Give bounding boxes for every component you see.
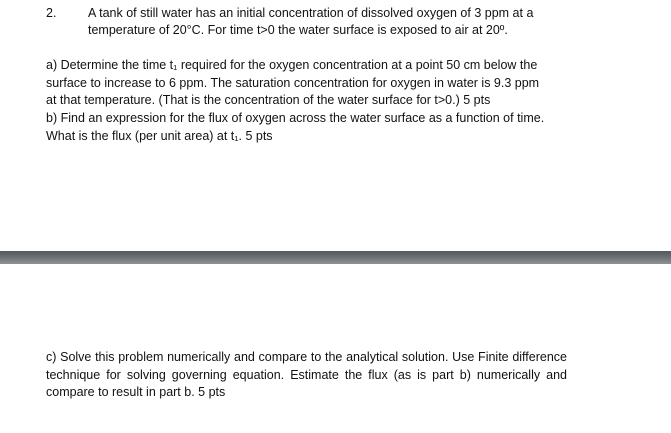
part-c-question	[46, 349, 567, 402]
part-a-line-1: a) Determine the time t₁ required for the oxygen concentration at a point 50 cm below the	[46, 58, 538, 72]
part-c-text: c) Solve this problem numerically and compare to the analytical solution. Use Finite difference technique for solving governing equation. Estimate the flux (as is part b) numerically and compare to result in part b. 5 pts	[46, 350, 567, 399]
problem-number: 2.	[46, 6, 57, 20]
part-b-question	[46, 110, 606, 145]
part-b-line-1: b) Find an expression for the flux of oxygen across the water surface as a function of time.	[46, 111, 545, 125]
part-b-line-2: What is the flux (per unit area) at t₁. 5 pts	[46, 128, 273, 143]
intro-line-2: temperature of 20°C. For time t>0 the water surface is exposed to air at 20º.	[88, 23, 508, 37]
intro-line-1: A tank of still water has an initial concentration of dissolved oxygen of 3 ppm at a	[88, 6, 534, 20]
page-separator	[0, 251, 671, 264]
problem-intro	[88, 5, 648, 39]
part-a-line-3: at that temperature. (That is the concentration of the water surface for t>0.) 5 pts	[46, 93, 491, 107]
part-a-question	[46, 57, 606, 110]
part-a-line-2: surface to increase to 6 ppm. The saturation concentration for oxygen in water is 9.3 ppm	[46, 75, 540, 90]
